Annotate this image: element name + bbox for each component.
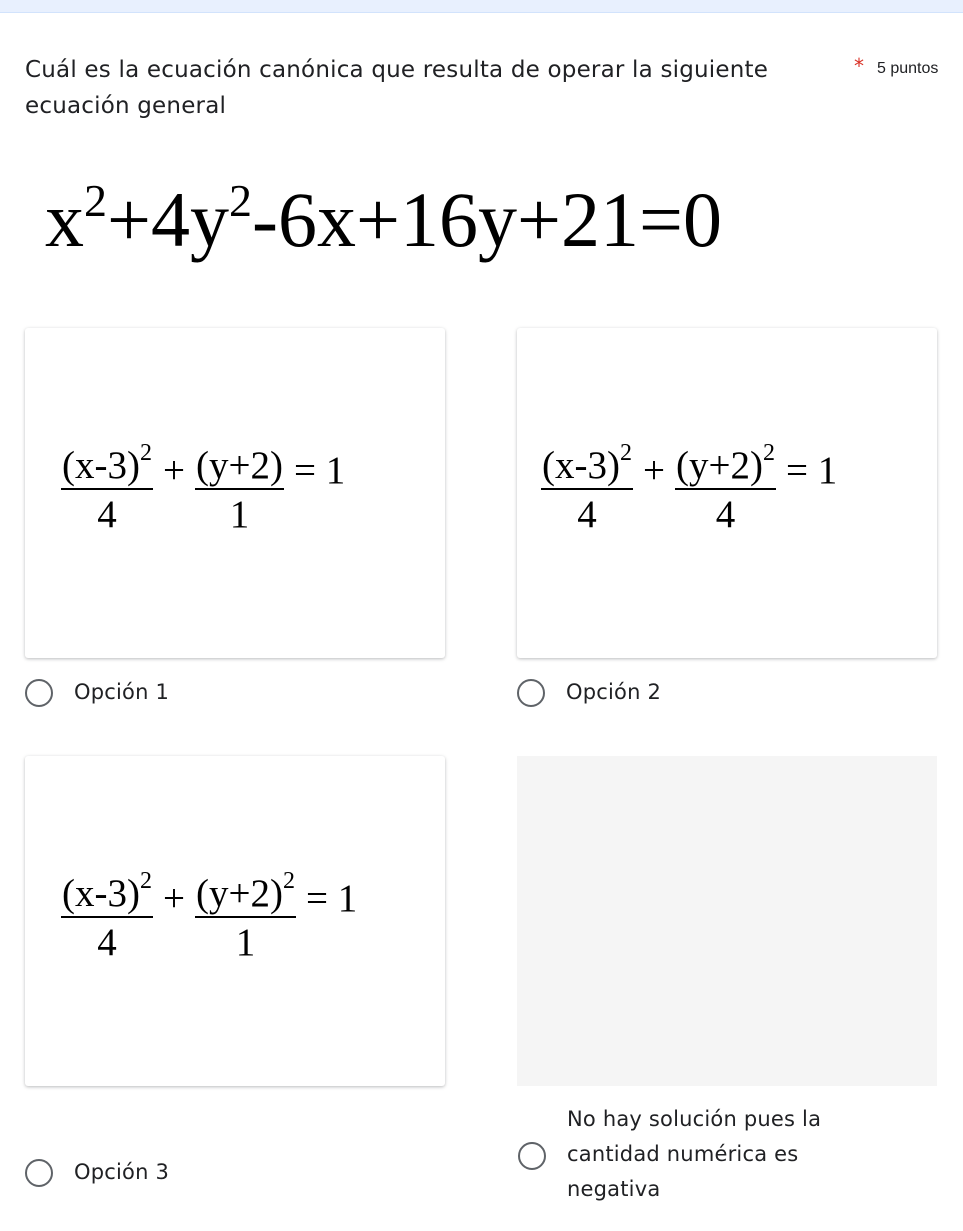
denominator: 4 — [577, 493, 597, 536]
option-1-radio[interactable] — [25, 679, 53, 707]
option-1-image-card[interactable] — [25, 328, 445, 658]
option-2-radio[interactable] — [517, 679, 545, 707]
equation-y-term: +4y — [107, 176, 229, 263]
equation-rest: -6x+16y+21=0 — [252, 176, 722, 263]
option-1-row[interactable] — [25, 675, 169, 710]
option-3-label[interactable]: Opción 3 — [74, 1160, 170, 1184]
option-3-formula — [57, 868, 363, 966]
exponent: 2 — [139, 440, 152, 466]
numerator: (y+2) — [195, 444, 283, 487]
numerator: (y+2) — [195, 872, 283, 915]
equation-x-exponent: 2 — [84, 175, 107, 226]
fraction — [61, 868, 153, 966]
option-3-row[interactable] — [25, 1155, 169, 1190]
fraction — [195, 868, 296, 966]
fraction — [675, 440, 776, 538]
option-2-formula — [537, 440, 843, 538]
equals-one: = 1 — [293, 448, 346, 492]
numerator: (y+2) — [675, 444, 763, 487]
exponent: 2 — [139, 868, 152, 894]
denominator: 4 — [97, 493, 117, 536]
denominator: 4 — [97, 921, 117, 964]
fraction — [541, 440, 633, 538]
fraction — [195, 446, 284, 538]
denominator: 1 — [235, 921, 256, 964]
option-2-image-card[interactable] — [517, 328, 937, 658]
exponent: 2 — [762, 440, 775, 466]
option-1-formula — [57, 440, 351, 538]
plus-sign: + — [162, 876, 185, 920]
required-asterisk: * — [854, 54, 864, 78]
equation-y-exponent: 2 — [229, 175, 252, 226]
numerator: (x-3) — [62, 444, 140, 487]
equation-x-term: x — [45, 176, 84, 263]
option-4-label[interactable]: No hay solución pues la cantidad numérica es negativa — [567, 1107, 822, 1201]
option-4-radio[interactable] — [518, 1142, 546, 1170]
exponent: 2 — [619, 440, 632, 466]
option-1-label[interactable]: Opción 1 — [74, 680, 170, 704]
option-3-radio[interactable] — [25, 1159, 53, 1187]
equals-one: = 1 — [305, 876, 358, 920]
option-3-image-card[interactable] — [25, 756, 445, 1086]
equals-one: = 1 — [785, 448, 838, 492]
numerator: (x-3) — [542, 444, 620, 487]
option-2-row[interactable] — [517, 675, 661, 710]
fraction — [61, 440, 153, 538]
form-header-band — [0, 0, 963, 13]
numerator: (x-3) — [62, 872, 140, 915]
points-label: 5 puntos — [877, 60, 939, 77]
option-4-blank-placeholder[interactable] — [517, 756, 937, 1086]
denominator: 4 — [715, 493, 736, 536]
question-title: Cuál es la ecuación canónica que resulta de operar la siguiente ecuación general — [25, 57, 769, 119]
option-2-label[interactable]: Opción 2 — [566, 680, 662, 704]
plus-sign: + — [642, 448, 665, 492]
plus-sign: + — [162, 448, 185, 492]
exponent: 2 — [282, 868, 295, 894]
denominator: 1 — [229, 493, 250, 536]
general-equation-image — [45, 170, 722, 270]
